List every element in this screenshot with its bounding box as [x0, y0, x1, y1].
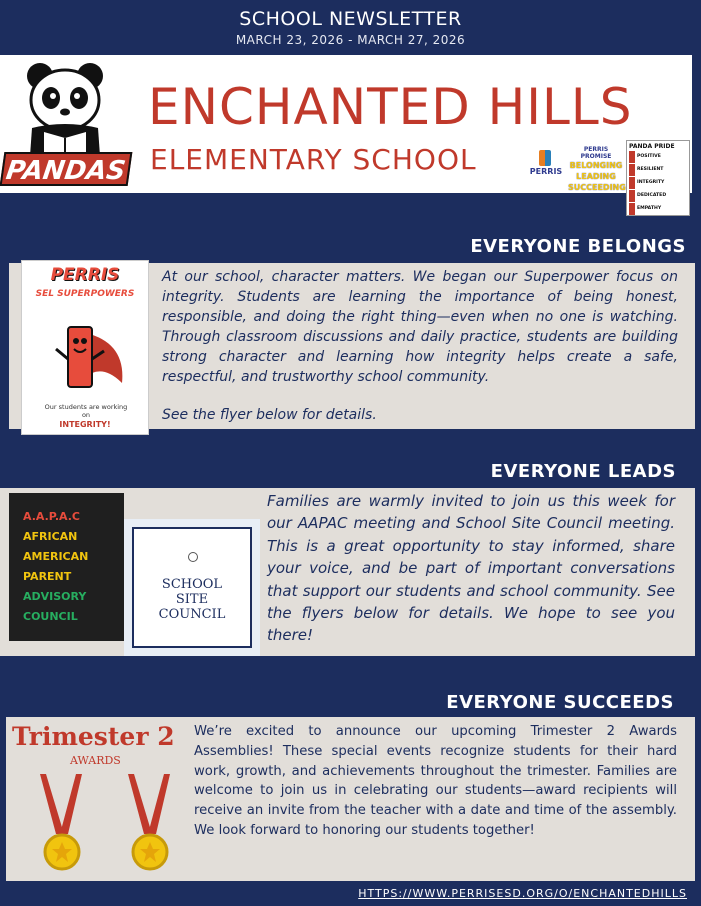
perris-logo-text: PERRIS [529, 167, 563, 176]
belongs-note: See the flyer below for details. [162, 407, 377, 423]
promise-line-2: LEADING [576, 172, 616, 181]
flyer-caption: Our students are working on [44, 403, 128, 419]
flyer-title: PERRIS [50, 265, 120, 285]
pride-item: INTEGRITY [629, 177, 687, 189]
newsletter-dates: MARCH 23, 2026 - MARCH 27, 2026 [235, 33, 466, 47]
promise-line-1: BELONGING [569, 161, 623, 170]
medal-icon [128, 774, 170, 869]
aapac-line-6: COUNCIL [23, 610, 78, 623]
superhero-icon [46, 313, 130, 399]
leads-paragraph: Families are warmly invited to join us this week for our AAPAC meeting and School Site Council meeting. This is a great opportunity to stay informed, share your voice, and be part of important conversations that support our students and school community. See the flyers below for details. We hope to see you there! [267, 492, 675, 645]
perris-promise-logo [568, 146, 624, 190]
pride-item: EMPATHY [629, 203, 687, 215]
section-title-leads: EVERYONE LEADS [490, 461, 676, 482]
pride-item: POSITIVE [629, 151, 687, 163]
section-title-belongs: EVERYONE BELONGS [470, 236, 686, 257]
awards-subtitle: AWARDS [70, 754, 121, 767]
aapac-line-3: AMERICAN [23, 550, 89, 563]
pride-title: PANDA PRIDE [629, 143, 675, 150]
pride-item: DEDICATED [629, 190, 687, 202]
awards-title: Trimester 2 [12, 722, 175, 751]
flyer-focus: INTEGRITY! [59, 420, 111, 429]
ssc-flyer [124, 519, 260, 656]
pride-list [627, 150, 689, 217]
promise-title: PERRIS PROMISE [580, 146, 612, 160]
awards-flyer [10, 720, 182, 880]
school-subtitle: ELEMENTARY SCHOOL [150, 143, 477, 176]
newsletter-title: SCHOOL NEWSLETTER [239, 8, 462, 30]
ssc-line-1: SCHOOL [161, 577, 223, 592]
pandas-wordmark: PANDAS [0, 152, 132, 186]
promise-line-3: SUCCEEDING [568, 183, 626, 192]
aapac-line-2: AFRICAN [23, 530, 78, 543]
ssc-line-3: COUNCIL [158, 607, 226, 622]
section-title-succeeds: EVERYONE SUCCEEDS [446, 692, 674, 713]
school-name: ENCHANTED HILLS [148, 78, 633, 136]
school-website-link[interactable]: HTTPS://WWW.PERRISESD.ORG/O/ENCHANTEDHILLS [358, 887, 687, 900]
belongs-paragraph: At our school, character matters. We began our Superpower focus on integrity. Students are learning the importance of being honest, responsible, and doing the right thing—even when no one is watching. Through classroom discussions and daily practice, students are building strong character and learning how integrity helps create a safe, respectful, and trustworthy school community. [162, 269, 678, 385]
sel-superpowers-flyer [21, 260, 149, 435]
panda-pride-card [626, 140, 690, 216]
pride-item: RESILIENT [629, 164, 687, 176]
aapac-flyer [9, 493, 124, 641]
medal-icon [40, 774, 82, 869]
flyer-subtitle: SEL SUPERPOWERS [35, 289, 135, 299]
aapac-line-5: ADVISORY [23, 590, 87, 603]
aapac-line-4: PARENT [23, 570, 72, 583]
succeeds-paragraph: We’re excited to announce our upcoming Trimester 2 Awards Assemblies! These special events recognize students for their hard work, growth, and achievements throughout the trimester. Families are welcome to join us in celebrating our students—award recipients will receive an invite from the teacher with a date and time of the assembly. We look forward to honoring our students together! [194, 724, 677, 838]
perris-p-icon [539, 150, 551, 166]
medal-icons [32, 774, 182, 876]
ssc-seal-icon [188, 552, 198, 562]
aapac-line-1: A.A.P.A.C [23, 510, 80, 523]
ssc-line-2: SITE [175, 592, 209, 607]
perris-logo [527, 150, 565, 180]
